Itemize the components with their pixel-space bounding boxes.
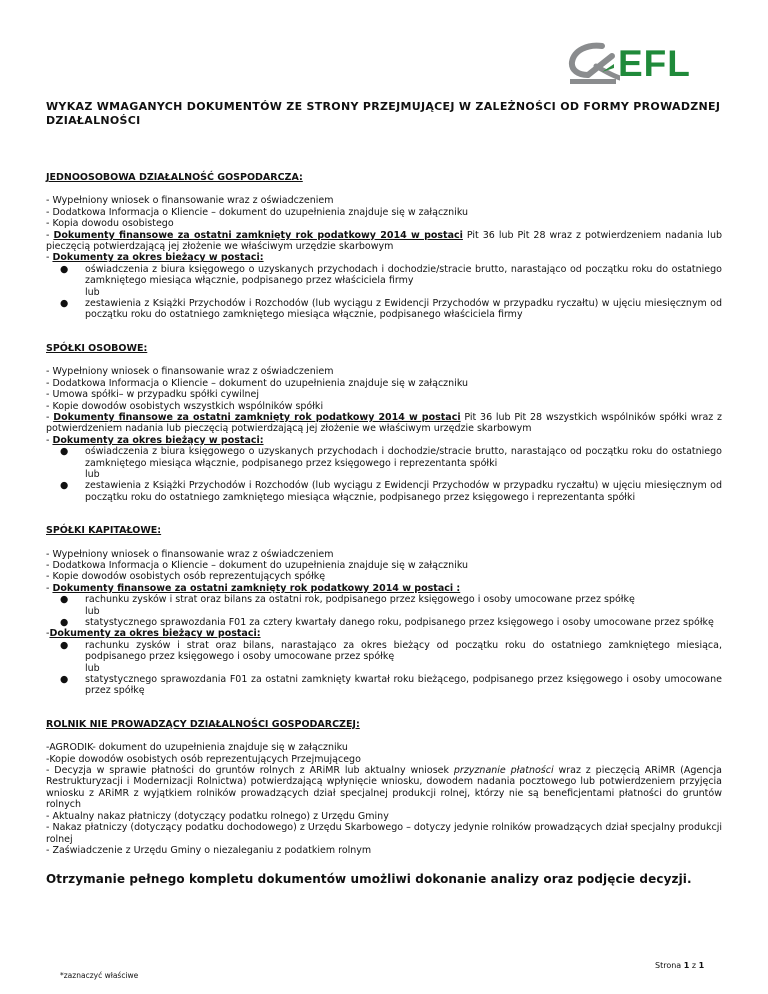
bullet-list (46, 446, 722, 503)
bullet-icon: ● (60, 480, 69, 492)
list-item: - Wypełniony wniosek o finansowanie wraz z oświadczeniem (46, 195, 334, 207)
list-item (46, 252, 722, 263)
dash: - (46, 411, 54, 423)
bullet-icon: ● (60, 263, 69, 275)
or-text: lub (85, 605, 100, 617)
section-capital-companies (46, 525, 722, 697)
list-item: - Kopie dowodów osobistych wszystkich wspólników spółki (46, 400, 324, 412)
detail-text: - Decyzja w sprawie płatności do gruntów rolnych z ARiMR lub aktualny wniosek (46, 765, 454, 777)
list-item: - Dodatkowa Informacja o Kliencie – dokument do uzupełnienia znajduje się w załączniku (46, 377, 469, 389)
italic-text: przyznanie płatności (453, 765, 554, 777)
bullet-list (46, 264, 722, 321)
company-logo (568, 42, 718, 86)
detail-text: Pit 36 lub Pit 28 wraz z potwierdzeniem nadania lub pieczęcią potwierdzającą jej złożenie we właściwym urzędzie skarbowym (46, 229, 723, 253)
page-total: 1 (698, 961, 705, 970)
bullet-icon: ● (60, 617, 69, 628)
emphasis-text: Dokumenty za okres bieżący w postaci: (49, 628, 261, 640)
list-item: - Nakaz płatniczy (dotyczący podatku dochodowego) z Urzędu Skarbowego – dotyczy jedynie rolników prowadzących dział specjalny produkcji rolnej (46, 822, 722, 845)
bullet-item (46, 264, 722, 298)
list-item (46, 435, 722, 446)
page-number (655, 961, 704, 970)
list-item: -AGRODIK- dokument do uzupełnienia znajduje się w załączniku (46, 742, 348, 754)
bullet-icon: ● (60, 594, 69, 606)
section-heading: SPÓŁKI OSOBOWE: (46, 342, 148, 354)
section-sole-proprietorship (46, 172, 722, 321)
bullet-text: zestawienia z Książki Przychodów i Rozchodów (lub wyciągu z Ewidencji Przychodów w przypadku ryczałtu) w ujęciu miesięcznym od początku roku do ostatniego zamkniętego miesiąca włącznie, podpisanego właściciela firmy (85, 298, 722, 321)
emphasis-text: Dokumenty finansowe za ostatni zamknięty rok podatkowy 2014 w postaci (53, 229, 463, 241)
section-farmer (46, 719, 722, 856)
or-text: lub (85, 468, 100, 480)
bullet-list (46, 640, 722, 697)
detail-text: wraz z pieczęcią ARiMR (Agencja Restrukturyzacji i Modernizacji Rolnictwa) potwierdzającą wpłynięcie wniosku, dowodem nadania pocztowego lub potwierdzeniem przyjęcia wniosku z ARiMR z wyjątkiem rolników prowadzących dział specjalnej produkcji rolnej, którzy nie są beneficjentami płatności do gruntów rolnych (46, 765, 722, 811)
list-item: - Wypełniony wniosek o finansowanie wraz z oświadczeniem (46, 548, 334, 560)
bullet-item (46, 446, 722, 480)
list-item (46, 765, 722, 811)
document-body (46, 100, 722, 886)
efl-brand-text: EFL (618, 43, 691, 84)
bullet-text: oświadczenia z biura księgowego o uzyskanych przychodach i dochodzie/stracie brutto, narastająco od początku roku do ostatniego zamkniętego miesiąca włącznie, podpisanego przez właściciela firmy (85, 263, 722, 287)
section-heading: JEDNOOSOBOWA DZIAŁALNOŚĆ GOSPODARCZA: (46, 172, 303, 183)
list-item: - Kopia dowodu osobistego (46, 218, 174, 230)
list-item (46, 628, 722, 639)
bullet-text: oświadczenia z biura księgowego o uzyskanych przychodach i dochodzie/stracie brutto, narastająco od początku roku do ostatniego zamkniętego miesiąca włącznie, podpisanego przez księgowego i reprezentanta spółki (85, 446, 722, 469)
list-item: -Kopie dowodów osobistych osób reprezentujących Przejmującego (46, 753, 361, 765)
bullet-text: statystycznego sprawozdania F01 za ostatni zamknięty kwartał roku bieżącego, podpisanego przez księgowego i osoby umocowane przez spółkę (85, 674, 722, 697)
document-title: WYKAZ WMAGANYCH DOKUMENTÓW ZE STRONY PRZEJMUJĄCEJ W ZALEŻNOŚCI OD FORMY PROWADZNEJ DZIAŁALNOŚCI (46, 100, 721, 127)
list-item (46, 583, 722, 594)
dash: - (46, 582, 53, 594)
bullet-text: statystycznego sprawozdania F01 za cztery kwartały danego roku, podpisanego przez księgowego i osoby umocowane przez spółkę (85, 617, 714, 628)
bullet-item (46, 617, 722, 628)
bullet-item (46, 674, 722, 697)
footnote: *zaznaczyć właściwe (60, 971, 139, 980)
or-text: lub (85, 286, 100, 298)
bullet-text: rachunku zysków i strat oraz bilans za ostatni rok, podpisanego przez księgowego i osoby umocowane przez spółkę (85, 594, 635, 606)
dash: - (46, 434, 53, 446)
emphasis-text: Dokumenty finansowe za ostatni zamknięty rok podatkowy 2014 w postaci : (52, 582, 461, 594)
bullet-icon: ● (60, 446, 69, 458)
bullet-text: zestawienia z Książki Przychodów i Rozchodów (lub wyciągu z Ewidencji Przychodów w przypadku ryczałtu) w ujęciu miesięcznym od początku roku do ostatniego zamkniętego miesiąca włącznie, podpisanego przez księgowego i reprezentanta spółki (85, 480, 722, 503)
list-item (46, 412, 722, 435)
ca-logo-icon (568, 42, 620, 86)
dash: - (46, 229, 54, 241)
list-item: - Zaświadczenie z Urzędu Gminy o niezaleganiu z podatkiem rolnym (46, 844, 372, 856)
or-text: lub (85, 662, 100, 674)
bullet-item (46, 298, 722, 321)
bullet-item (46, 640, 722, 674)
dash: - (46, 628, 50, 640)
bullet-icon: ● (60, 674, 69, 686)
dash: - (46, 252, 53, 264)
list-item: - Aktualny nakaz płatniczy (dotyczący podatku rolnego) z Urzędu Gminy (46, 810, 389, 822)
list-item: - Wypełniony wniosek o finansowanie wraz z oświadczeniem (46, 366, 334, 378)
page-sep: z (689, 961, 699, 970)
bullet-icon: ● (60, 639, 69, 651)
list-item: - Dodatkowa Informacja o Kliencie – dokument do uzupełnienia znajduje się w załączniku (46, 206, 469, 218)
emphasis-text: Dokumenty za okres bieżący w postaci: (52, 434, 264, 446)
section-heading: SPÓŁKI KAPITAŁOWE: (46, 525, 162, 537)
emphasis-text: Dokumenty za okres bieżący w postaci: (52, 252, 264, 264)
list-item (46, 230, 722, 253)
page-current: 1 (683, 961, 690, 970)
bullet-list (46, 594, 722, 628)
section-partnerships (46, 343, 722, 503)
list-item: - Umowa spółki– w przypadku spółki cywilnej (46, 389, 259, 401)
bullet-item (46, 594, 722, 617)
bullet-text: rachunku zysków i strat oraz bilans, narastająco za okres bieżący od początku roku do ostatniego zamkniętego miesiąca, podpisanego przez księgowego i osoby umocowane przez spółkę (85, 639, 722, 663)
bullet-icon: ● (60, 298, 69, 310)
page-prefix: Strona (655, 961, 684, 970)
detail-text: Pit 36 lub Pit 28 wszystkich wspólników spółki wraz z potwierdzeniem nadania lub pieczęcią potwierdzającą jej złożenie we właściwym urzędzie skarbowym (46, 411, 723, 435)
list-item: - Kopie dowodów osobistych osób reprezentujących spółkę (46, 571, 326, 583)
bullet-item (46, 480, 722, 503)
final-note: Otrzymanie pełnego kompletu dokumentów umożliwi dokonanie analizy oraz podjęcie decyzji. (46, 872, 692, 887)
list-item: - Dodatkowa Informacja o Kliencie – dokument do uzupełnienia znajduje się w załączniku (46, 559, 469, 571)
emphasis-text: Dokumenty finansowe za ostatni zamknięty rok podatkowy 2014 w postaci (53, 411, 461, 423)
section-heading: ROLNIK NIE PROWADZĄCY DZIAŁALNOŚCI GOSPODARCZEJ: (46, 718, 360, 730)
